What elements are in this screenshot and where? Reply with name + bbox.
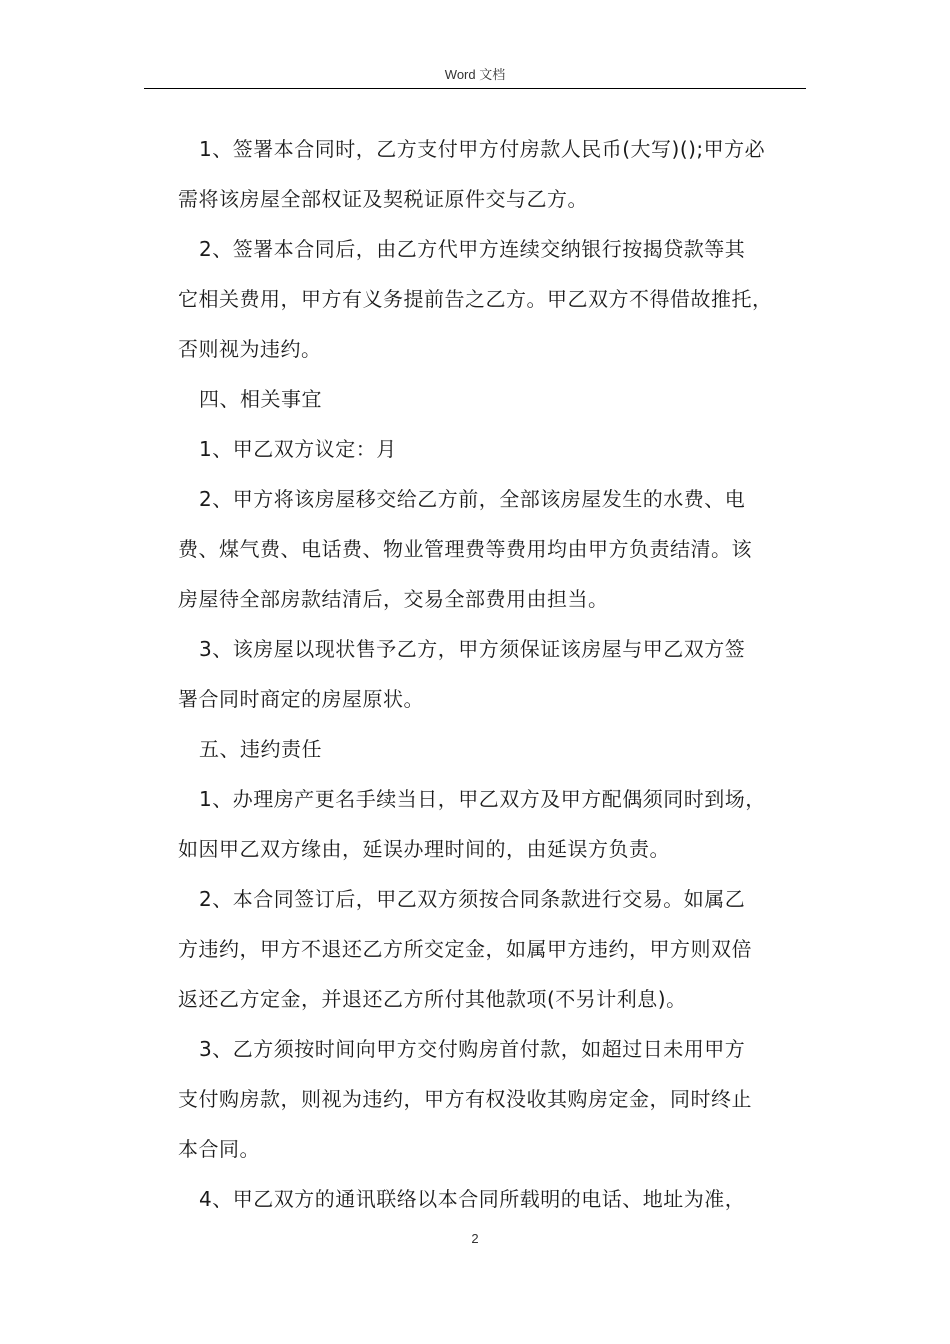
text-line: 否则视为违约。 bbox=[178, 337, 322, 361]
text-line: 2、签署本合同后，由乙方代甲方连续交纳银行按揭贷款等其 bbox=[199, 237, 746, 261]
text-line: 1、甲乙双方议定：月 bbox=[199, 437, 397, 461]
header-divider bbox=[144, 88, 806, 89]
text-line: 支付购房款，则视为违约，甲方有权没收其购房定金，同时终止 bbox=[178, 1087, 752, 1111]
text-line: 需将该房屋全部权证及契税证原件交与乙方。 bbox=[178, 187, 588, 211]
text-line: 方违约，甲方不退还乙方所交定金，如属甲方违约，甲方则双倍 bbox=[178, 937, 752, 961]
page-number: 2 bbox=[471, 1231, 479, 1246]
page-header-title: Word 文档 bbox=[444, 67, 506, 82]
section-heading: 五、违约责任 bbox=[199, 737, 322, 761]
text-line: 房屋待全部房款结清后，交易全部费用由担当。 bbox=[178, 587, 609, 611]
text-line: 本合同。 bbox=[178, 1137, 260, 1161]
text-line: 2、甲方将该房屋移交给乙方前，全部该房屋发生的水费、电 bbox=[199, 487, 746, 511]
text-line: 1、签署本合同时，乙方支付甲方付房款人民币(大写)();甲方必 bbox=[199, 137, 766, 161]
section-heading: 四、相关事宜 bbox=[199, 387, 322, 411]
text-line: 它相关费用，甲方有义务提前告之乙方。甲乙双方不得借故推托， bbox=[178, 287, 773, 311]
text-line: 1、办理房产更名手续当日，甲乙双方及甲方配偶须同时到场， bbox=[199, 787, 766, 811]
text-line: 4、甲乙双方的通讯联络以本合同所载明的电话、地址为准， bbox=[199, 1187, 746, 1211]
text-line: 3、乙方须按时间向甲方交付购房首付款，如超过日未用甲方 bbox=[199, 1037, 746, 1061]
text-line: 署合同时商定的房屋原状。 bbox=[178, 687, 424, 711]
text-line: 如因甲乙双方缘由，延误办理时间的，由延误方负责。 bbox=[178, 837, 670, 861]
text-line: 2、本合同签订后，甲乙双方须按合同条款进行交易。如属乙 bbox=[199, 887, 746, 911]
text-line: 费、煤气费、电话费、物业管理费等费用均由甲方负责结清。该 bbox=[178, 537, 752, 561]
document-body bbox=[178, 124, 808, 1224]
text-line: 3、该房屋以现状售予乙方，甲方须保证该房屋与甲乙双方签 bbox=[199, 637, 746, 661]
text-line: 返还乙方定金，并退还乙方所付其他款项(不另计利息)。 bbox=[178, 987, 687, 1011]
